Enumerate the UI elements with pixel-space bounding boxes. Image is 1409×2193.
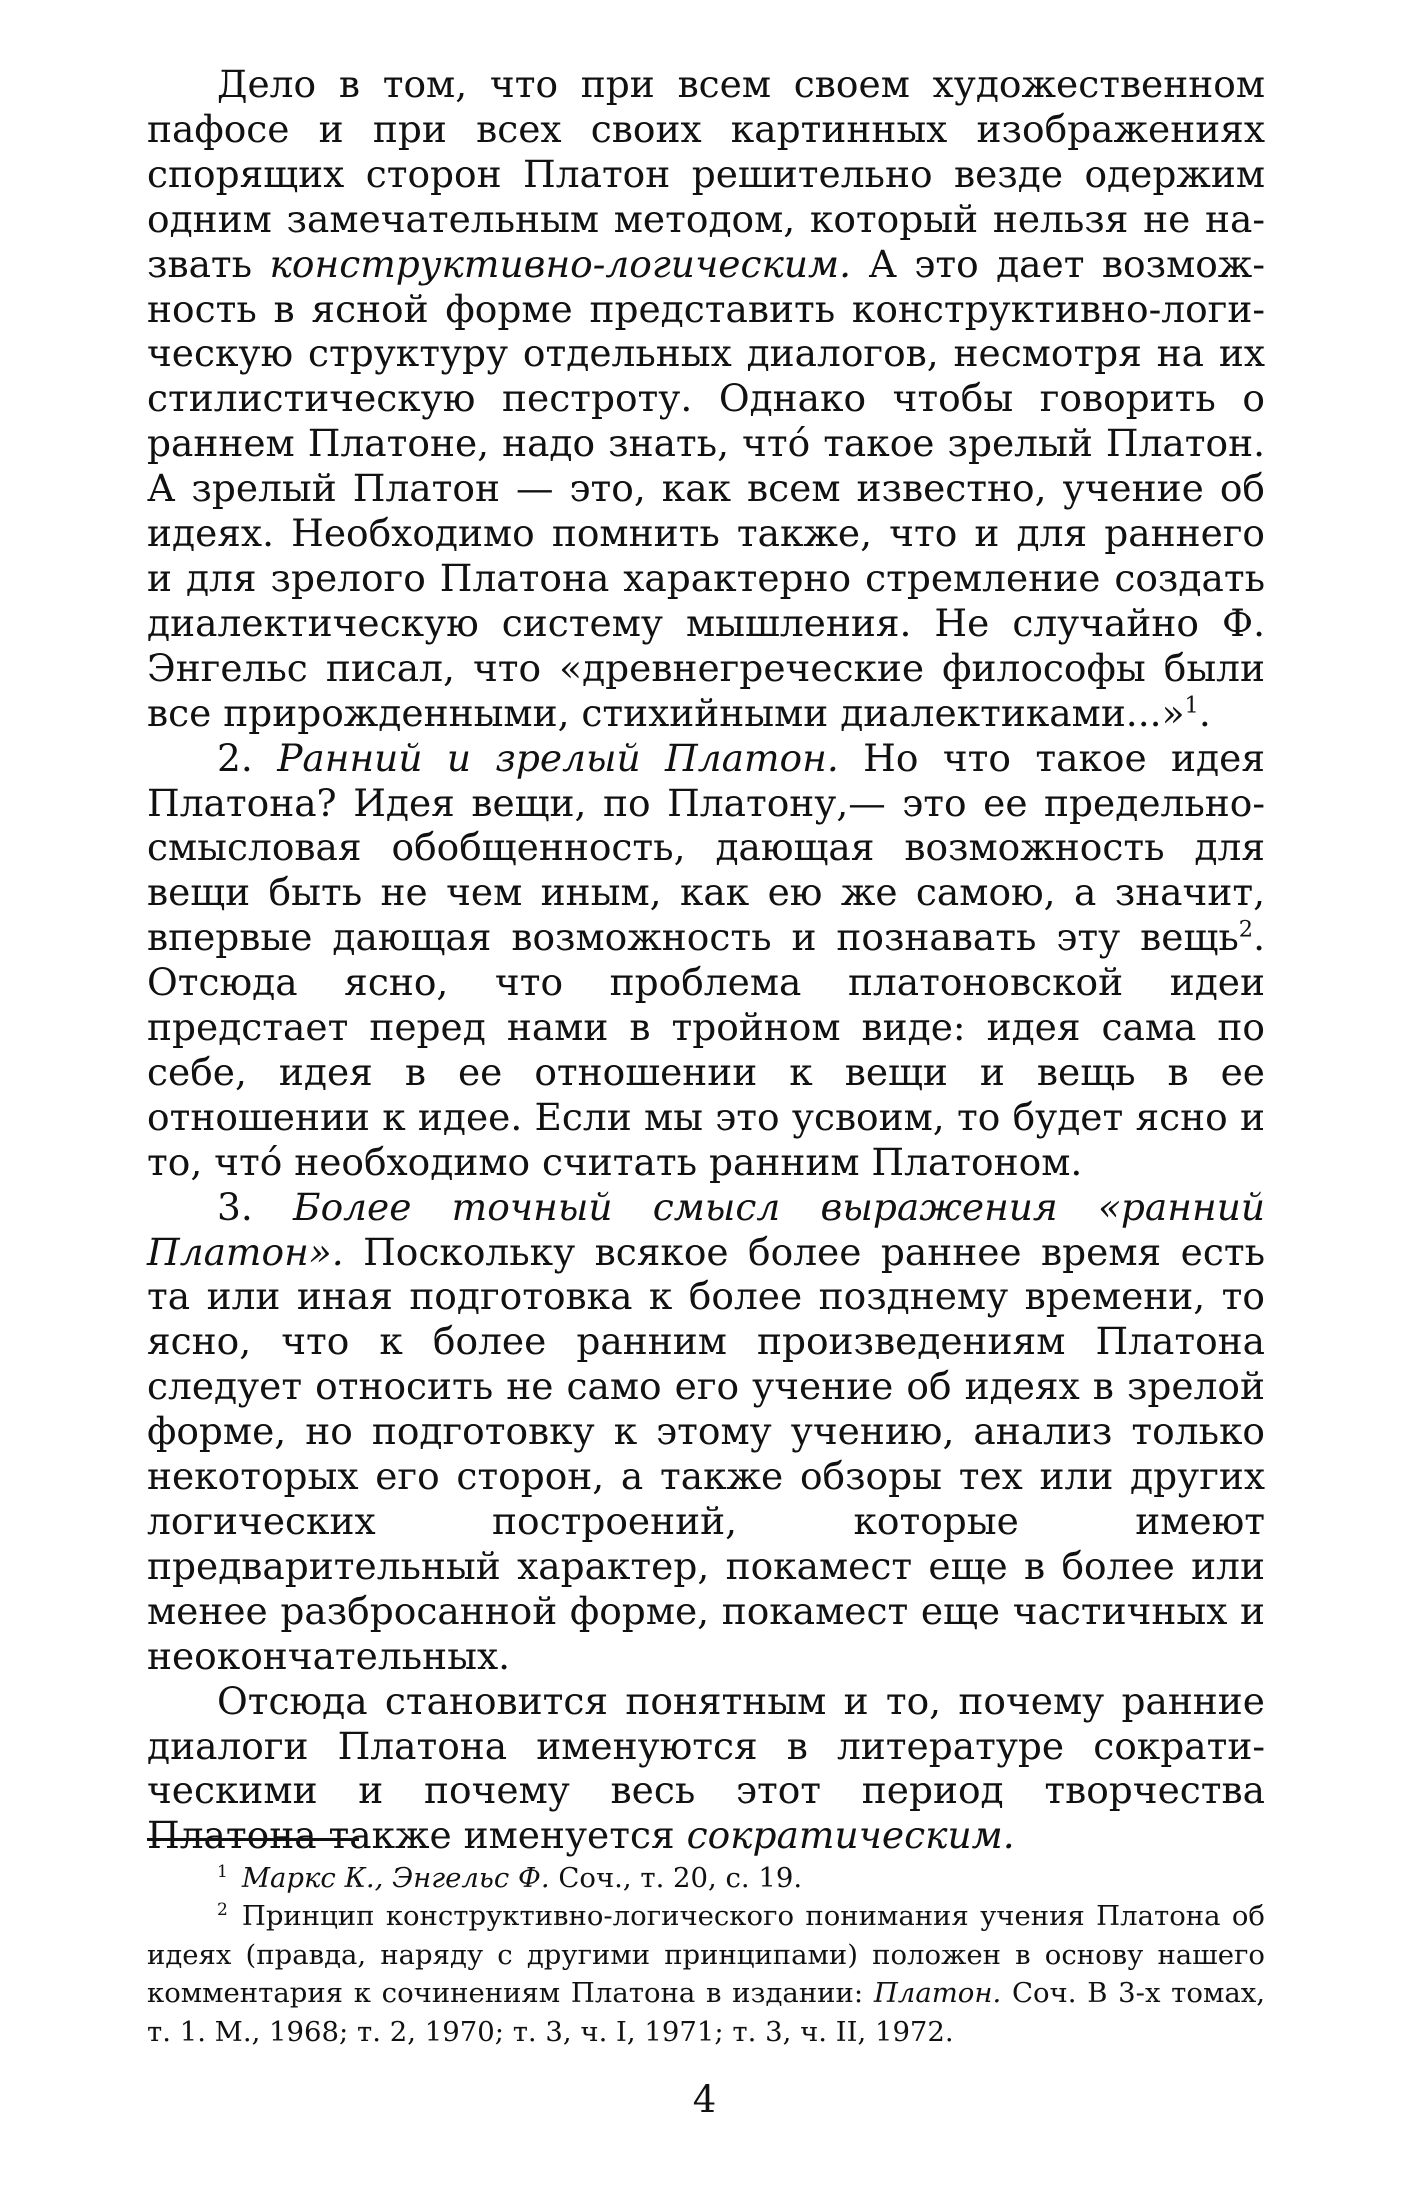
- term-constructive-logical: конструктивно-логическим.: [269, 241, 852, 286]
- term-socratic: сократическим.: [686, 1813, 1015, 1858]
- footnote-ref-2: 2: [1238, 916, 1254, 943]
- footnote-1-text: Соч., т. 20, с. 19.: [549, 1862, 803, 1894]
- section-3-heading: Более точный смысл выражения «ранний Платон».: [147, 1184, 1265, 1274]
- footnote-divider: [147, 1838, 359, 1841]
- footnote-2-author: Платон.: [873, 1977, 1002, 2010]
- footnote-ref-1: 1: [1184, 692, 1199, 719]
- section-3: [147, 1185, 1265, 1679]
- page-number: 4: [692, 2078, 717, 2121]
- section-3-number: 3.: [217, 1184, 253, 1229]
- section-2-number: 2.: [217, 735, 253, 780]
- paragraph-1-text-b: А это дает возможность в ясной форме представить конструктивно-логическую структуру отдельных диалогов, несмотря на их стилистическую пестроту. Однако чтобы говорить о раннем Платоне, надо знать, что́ такое зрелый Платон. А зрелый Платон — это, как всем известно, учение об идеях. Необходимо помнить также, что и для раннего и для зрелого Платона характерно стремление создать диалектическую систему мышления. Не случайно Ф. Энгельс писал, что «древнегреческие философы были все прирожденными, стихийными диалектиками...»: [147, 241, 1265, 735]
- section-3-text: Поскольку всякое более раннее время есть та или иная подготовка к более позднему времени, то ясно, что к более ранним произведениям Платона следует относить не само его учение об идеях в зрелой форме, но подготовку к этому учению, анализ только некоторых его сторон, а также обзоры тех или других логических построений, которые имеют предварительный характер, покамест еще в более или менее разбросанной форме, покамест еще частичных и неокончательных.: [147, 1229, 1266, 1678]
- section-2: [147, 736, 1265, 1185]
- paragraph-1-end: .: [1198, 690, 1211, 735]
- section-2-text-b: . Отсюда ясно, что проблема платоновской идеи предстает перед нами в тройном виде: идея сама по себе, идея в ее отношении к вещи и вещь в ее отношении к идее. Если мы это усвоим, то будет ясно и то, что́ необходимо считать ранним Платоном.: [147, 915, 1265, 1184]
- footnotes: [147, 1859, 1265, 2051]
- paragraph-4-text: Отсюда становится понятным и то, почему ранние диалоги Платона именуются в литературе сократическими и почему весь этот период творчества Платона также именуется: [147, 1678, 1265, 1858]
- paragraph-4: [147, 1679, 1265, 1859]
- footnote-2-mark: 2: [217, 1900, 228, 1921]
- section-2-text-a: Но что такое идея Платона? Идея вещи, по Платону,— это ее предельно-смысловая обобщенность, дающая возможность для вещи быть не чем иным, как ею же самою, а значит, впервые дающая возможность и познавать эту вещь: [147, 735, 1265, 960]
- footnote-2: [147, 1897, 1265, 2051]
- footnote-1-mark: 1: [217, 1861, 228, 1882]
- paragraph-1: [147, 62, 1265, 736]
- footnote-1: [147, 1859, 1265, 1897]
- footnote-2-text-b: Соч. В 3-х томах, т. 1. М., 1968; т. 2, 1970; т. 3, ч. I, 1971; т. 3, ч. II, 1972.: [147, 1977, 1265, 2048]
- paragraph-1-text-a: Дело в том, что при всем своем художественном пафосе и при всех своих картинных изображениях спорящих сторон Платон решительно везде одержим одним замечательным методом, который нельзя не назвать: [147, 62, 1265, 286]
- footnote-2-text-a: Принцип конструктивно-логического понимания учения Платона об идеях (правда, наряду с другими принципами) положен в основу нашего комментария к сочинениям Платона в издании:: [147, 1900, 1265, 2010]
- footnote-1-authors: Маркс К., Энгельс Ф.: [241, 1862, 550, 1894]
- section-2-heading: Ранний и зрелый Платон.: [277, 735, 839, 780]
- main-text: [147, 62, 1265, 1858]
